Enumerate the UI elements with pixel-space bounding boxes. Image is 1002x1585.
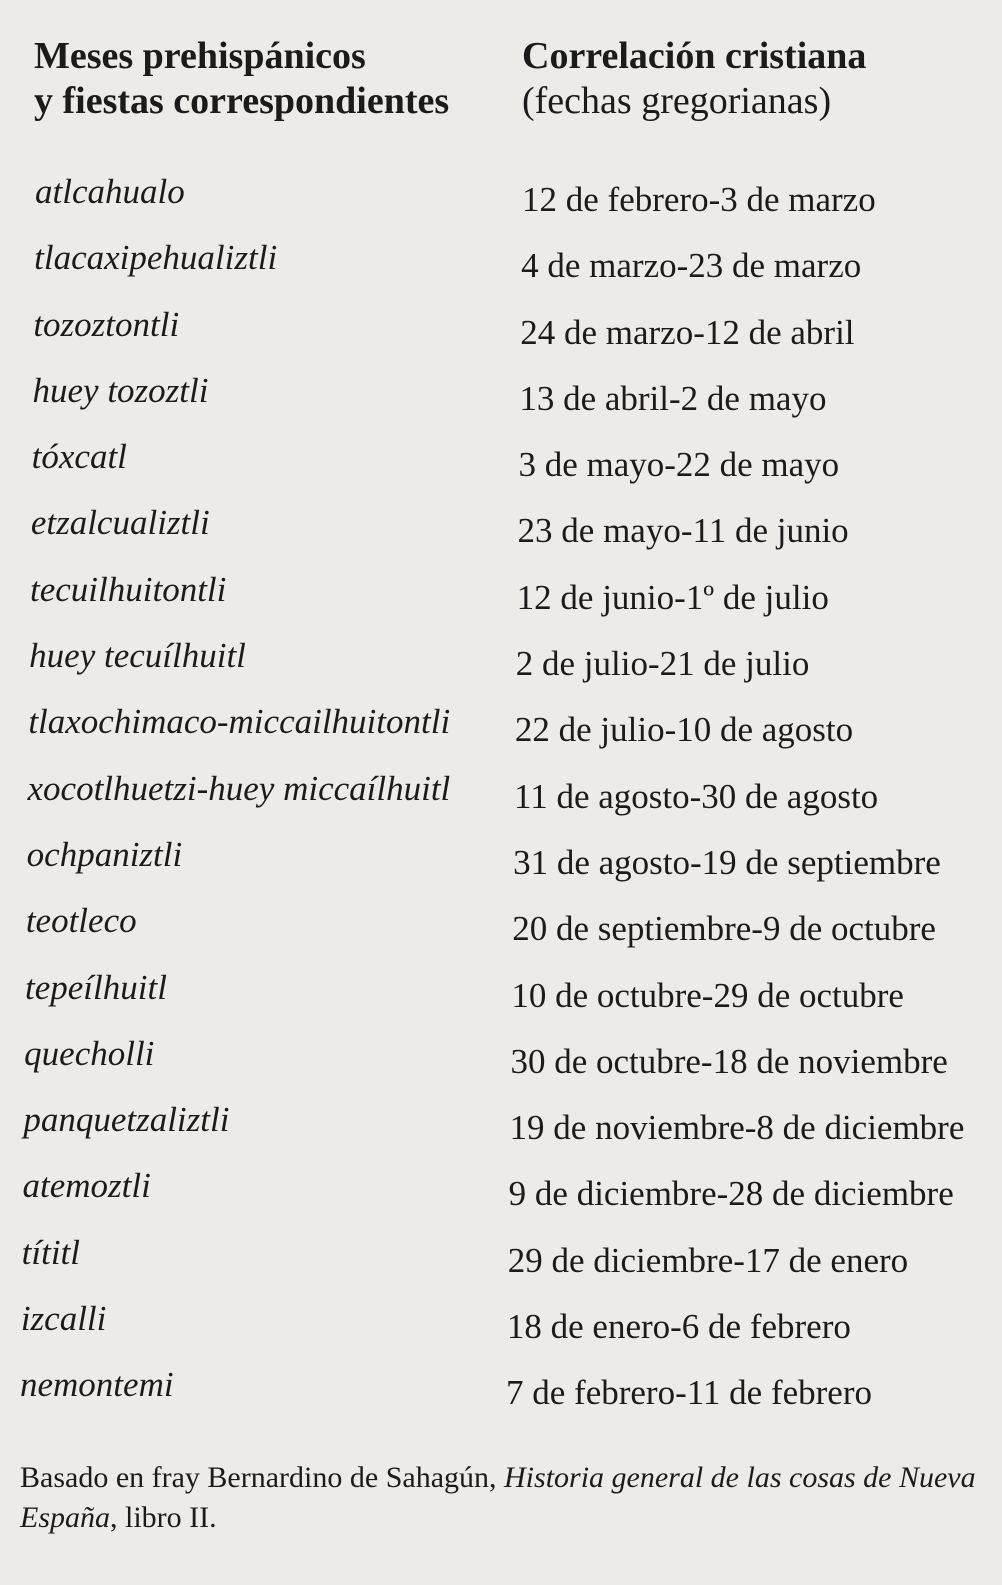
month-name: atlcahualo (35, 172, 185, 211)
month-name: panquetzaliztli (23, 1100, 230, 1140)
table-header (0, 34, 1002, 134)
table-row (0, 303, 1002, 369)
header-correlation-line1: Correlación cristiana (522, 35, 867, 77)
month-name: tóxcatl (31, 437, 127, 477)
table-row (0, 899, 1002, 965)
table-row (0, 1098, 1002, 1164)
header-months-line2: y fiestas correspondientes (34, 80, 450, 122)
table-row (0, 1363, 1002, 1429)
month-name: títitl (21, 1232, 81, 1272)
month-name: atemoztli (22, 1166, 151, 1206)
gregorian-dates: 24 de marzo-12 de abril (520, 312, 855, 352)
gregorian-dates: 12 de junio-1º de julio (516, 577, 829, 617)
month-name: xocotlhuetzi-huey miccaílhuitl (27, 768, 451, 808)
gregorian-dates: 2 de julio-21 de julio (515, 644, 810, 684)
month-name: tlacaxipehualiztli (34, 238, 278, 278)
month-name: teotleco (25, 901, 137, 941)
gregorian-dates: 30 de octubre-18 de noviembre (510, 1041, 948, 1081)
table-row (0, 568, 1002, 634)
table-row (0, 767, 1002, 833)
month-table (0, 170, 1002, 1430)
table-row (0, 833, 1002, 899)
source-note (20, 1458, 980, 1538)
month-name: etzalcualiztli (30, 503, 210, 543)
gregorian-dates: 31 de agosto-19 de septiembre (513, 842, 941, 882)
month-name: nemontemi (20, 1365, 174, 1405)
table-row (0, 435, 1002, 501)
gregorian-dates: 7 de febrero-11 de febrero (506, 1373, 872, 1413)
table-row (0, 634, 1002, 700)
table-row (0, 501, 1002, 567)
month-name: huey tozoztli (32, 370, 209, 410)
header-correlation (522, 34, 982, 124)
gregorian-dates: 23 de mayo-11 de junio (517, 511, 849, 551)
table-row (0, 170, 1002, 236)
gregorian-dates: 20 de septiembre-9 de octubre (512, 909, 936, 949)
header-months (34, 34, 494, 124)
gregorian-dates: 9 de diciembre-28 de diciembre (508, 1174, 954, 1214)
table-row (0, 1231, 1002, 1297)
month-name: tozoztontli (33, 304, 180, 344)
table-row (0, 966, 1002, 1032)
month-name: quecholli (24, 1033, 155, 1073)
month-name: izcalli (20, 1299, 107, 1339)
gregorian-dates: 29 de diciembre-17 de enero (507, 1240, 909, 1280)
header-months-line1: Meses prehispánicos (34, 35, 366, 77)
month-name: ochpaniztli (26, 834, 183, 874)
gregorian-dates: 10 de octubre-29 de octubre (511, 975, 904, 1015)
gregorian-dates: 3 de mayo-22 de mayo (518, 445, 840, 485)
gregorian-dates: 12 de febrero-3 de marzo (522, 180, 876, 219)
header-correlation-line2: (fechas gregorianas) (522, 80, 832, 122)
gregorian-dates: 22 de julio-10 de agosto (514, 710, 854, 750)
gregorian-dates: 13 de abril-2 de mayo (519, 378, 827, 418)
gregorian-dates: 18 de enero-6 de febrero (506, 1307, 851, 1347)
table-row (0, 1297, 1002, 1363)
table-row (0, 700, 1002, 766)
month-name: tlaxochimaco-miccailhuitontli (28, 702, 451, 742)
source-prefix: Basado en fray Bernardino de Sahagún, (20, 1461, 505, 1494)
table-row (0, 1164, 1002, 1230)
table-row (0, 236, 1002, 302)
table-row (0, 1032, 1002, 1098)
gregorian-dates: 19 de noviembre-8 de diciembre (509, 1108, 965, 1148)
gregorian-dates: 11 de agosto-30 de agosto (514, 776, 879, 816)
month-name: tecuilhuitontli (30, 569, 227, 609)
source-suffix: , libro II. (110, 1501, 217, 1534)
source-title: Historia general de las cosas de Nueva España (20, 1461, 976, 1534)
gregorian-dates: 4 de marzo-23 de marzo (521, 246, 862, 286)
table-row (0, 369, 1002, 435)
month-name: huey tecuílhuitl (29, 636, 246, 676)
month-name: tepeílhuitl (25, 967, 167, 1007)
